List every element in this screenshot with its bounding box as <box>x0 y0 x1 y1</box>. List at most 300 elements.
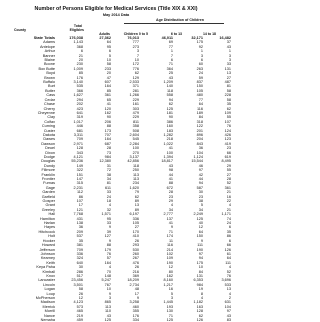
value-cell: 9 <box>136 295 139 300</box>
value-cell: 315 <box>76 181 83 186</box>
value-cell: 10 <box>134 58 139 63</box>
county-name-cell: Burt <box>48 84 55 89</box>
value-cell: 58 <box>78 287 83 292</box>
value-cell: 5 <box>200 203 203 208</box>
value-cell: 837 <box>196 80 203 85</box>
value-cell: 160 <box>166 124 173 129</box>
value-cell: 35 <box>226 102 231 107</box>
value-cell: 2 <box>228 295 231 300</box>
value-cell: 89 <box>134 199 139 204</box>
value-cell: 446 <box>76 124 83 129</box>
value-cell: 179 <box>104 247 111 252</box>
value-cell: 6 <box>170 58 173 63</box>
value-cell: 190 <box>196 247 203 252</box>
value-cell: 545 <box>132 137 139 142</box>
county-name-cell: Dawson <box>41 141 55 146</box>
value-cell: 3,501 <box>73 282 83 287</box>
value-cell: 76 <box>106 251 111 256</box>
value-cell: 619 <box>224 154 231 159</box>
value-cell: 216 <box>132 269 139 274</box>
value-cell: 102 <box>166 251 173 256</box>
value-cell: 55 <box>226 168 231 173</box>
value-cell: 361 <box>104 93 111 98</box>
county-name-cell: Cheyenne <box>37 110 55 115</box>
value-cell: 2,533 <box>129 80 139 85</box>
value-cell: 229 <box>132 115 139 120</box>
value-cell: 62 <box>168 102 173 107</box>
value-cell: 148 <box>104 273 111 278</box>
value-cell: 97 <box>198 251 203 256</box>
value-cell: 29 <box>168 199 173 204</box>
value-cell: 6,353 <box>193 278 203 283</box>
value-cell: 4 <box>200 295 203 300</box>
value-cell: 70 <box>106 269 111 274</box>
value-cell: 46 <box>198 163 203 168</box>
value-cell: 181 <box>166 110 173 115</box>
value-cell: 59 <box>198 75 203 80</box>
value-cell: 55,236 <box>71 159 83 164</box>
value-cell: 233 <box>104 66 111 71</box>
value-cell: 3,137 <box>129 154 139 159</box>
value-cell: 336 <box>76 251 83 256</box>
value-cell: 343 <box>76 150 83 155</box>
value-cell: 707 <box>104 132 111 137</box>
value-cell: 19 <box>198 287 203 292</box>
value-cell: 84 <box>198 115 203 120</box>
value-cell: 27 <box>226 75 231 80</box>
value-cell: 21 <box>226 207 231 212</box>
value-cell: 2,971 <box>73 141 83 146</box>
value-cell: 32,171 <box>191 36 203 40</box>
value-cell: 41 <box>168 221 173 226</box>
value-cell: 15,544 <box>191 159 203 164</box>
value-cell: 66 <box>226 150 231 155</box>
value-cell: 36 <box>78 225 83 230</box>
value-cell: 293 <box>132 243 139 248</box>
county-name-cell: Howard <box>41 243 55 248</box>
value-cell: 90 <box>106 115 111 120</box>
value-cell: 36 <box>198 146 203 151</box>
value-cell: 426 <box>224 132 231 137</box>
value-cell: 776 <box>132 66 139 71</box>
county-name-cell: Buffalo <box>43 80 55 85</box>
value-cell: 57 <box>106 256 111 261</box>
value-cell: 104 <box>196 150 203 155</box>
county-name-cell: Hayes <box>44 225 55 230</box>
value-cell: 6 <box>228 238 231 243</box>
county-name-cell: Antelope <box>40 44 55 49</box>
county-name-cell: Furnas <box>43 181 55 186</box>
value-cell: 419 <box>224 141 231 146</box>
value-cell: 9 <box>108 291 111 296</box>
county-name-cell: Frontier <box>41 177 55 181</box>
value-cell: 64 <box>226 256 231 261</box>
county-name-cell: Cedar <box>44 97 55 102</box>
county-name-cell: Chase <box>44 102 55 107</box>
value-cell: 6 <box>200 58 203 63</box>
value-cell: 34 <box>198 207 203 212</box>
value-cell: 5 <box>108 53 111 58</box>
value-cell: 100 <box>132 146 139 151</box>
value-cell: 24 <box>226 221 231 226</box>
value-cell: 229 <box>132 97 139 102</box>
value-cell: 640 <box>76 260 83 265</box>
value-cell: 113 <box>132 177 139 181</box>
value-cell: 29 <box>226 163 231 168</box>
value-cell: 111 <box>225 260 231 265</box>
value-cell: 517 <box>76 273 83 278</box>
value-cell: 1 <box>228 49 231 54</box>
value-cell: 672 <box>166 185 173 190</box>
county-name-cell: Madison <box>40 300 55 305</box>
value-cell: 355 <box>132 309 139 314</box>
value-cell: 361 <box>224 185 231 190</box>
value-cell: 10 <box>198 265 203 270</box>
value-cell: 23 <box>198 194 203 199</box>
county-name-cell: Harlan <box>43 221 55 226</box>
value-cell: 86 <box>226 234 231 239</box>
value-cell: 140 <box>166 84 173 89</box>
value-cell: 95 <box>106 44 111 49</box>
value-cell: 76 <box>226 124 231 129</box>
value-cell: 100 <box>166 150 173 155</box>
value-cell: 46,011 <box>161 36 173 40</box>
value-cell: 39 <box>106 229 111 234</box>
value-cell: 41 <box>168 146 173 151</box>
value-cell: 8 <box>200 291 203 296</box>
value-cell: 1,620 <box>129 185 139 190</box>
value-cell: 88 <box>106 124 111 129</box>
value-cell: 7 <box>170 53 173 58</box>
value-cell: 369 <box>132 273 139 278</box>
value-cell: 319 <box>76 115 83 120</box>
value-cell: 318 <box>196 119 203 124</box>
value-cell: 4 <box>170 203 173 208</box>
county-name-cell: Brown <box>44 75 55 80</box>
value-cell: 111 <box>197 243 203 248</box>
value-cell: 28 <box>226 177 231 181</box>
value-cell: 4 <box>108 265 111 270</box>
value-cell: 9 <box>170 225 173 230</box>
value-cell: 71 <box>168 313 173 318</box>
value-cell: 64 <box>198 229 203 234</box>
value-cell: 43 <box>168 75 173 80</box>
value-cell: 1,124 <box>193 154 203 159</box>
value-cell: 58 <box>226 97 231 102</box>
value-cell: 4 <box>228 203 231 208</box>
value-cell: 3,140 <box>73 80 83 85</box>
value-cell: 4 <box>108 203 111 208</box>
county-name-cell: Banner <box>42 53 55 58</box>
value-cell: 334 <box>132 318 139 322</box>
value-cell: 94 <box>198 256 203 261</box>
value-cell: 175 <box>196 260 203 265</box>
value-cell: 116 <box>196 106 203 111</box>
value-cell: 480 <box>196 93 203 98</box>
value-cell: 5 <box>170 291 173 296</box>
value-cell: 113 <box>104 304 111 309</box>
value-cell: 206 <box>104 119 111 124</box>
value-cell: 112 <box>76 190 83 195</box>
county-name-cell: Franklin <box>41 172 55 177</box>
value-cell: 1 <box>170 49 173 54</box>
value-cell: 174 <box>166 234 173 239</box>
value-cell: 43 <box>168 163 173 168</box>
value-cell: 3 <box>200 53 203 58</box>
value-cell: 18,209 <box>127 278 139 283</box>
value-cell: 6 <box>80 49 83 54</box>
eligibility-table-body <box>14 36 232 322</box>
value-cell: 17 <box>134 291 139 296</box>
value-cell: 150 <box>196 234 203 239</box>
value-cell: 303 <box>132 106 139 111</box>
value-cell: 218 <box>166 137 173 142</box>
value-cell: 104 <box>224 304 231 309</box>
county-name-cell: Hooker <box>42 238 55 243</box>
value-cell: 364 <box>166 66 173 71</box>
value-cell: 97 <box>198 168 203 173</box>
value-cell: 33 <box>226 62 231 67</box>
value-cell: 537 <box>76 234 83 239</box>
value-cell: 77 <box>168 44 173 49</box>
value-cell: 3,696 <box>221 278 231 283</box>
value-cell: 681 <box>76 128 83 133</box>
value-cell: 228 <box>224 93 231 98</box>
value-cell: 13 <box>226 71 231 76</box>
value-cell: 149 <box>76 163 83 168</box>
value-cell: 41 <box>168 177 173 181</box>
value-cell: 219 <box>76 313 83 318</box>
value-cell: 44 <box>198 177 203 181</box>
value-cell: 107 <box>224 119 231 124</box>
value-cell: 1,266 <box>129 93 139 98</box>
value-cell: 1 <box>200 49 203 54</box>
county-name-cell: Nemaha <box>40 318 55 322</box>
value-cell: 641 <box>76 110 83 115</box>
document-title: Number of Persons Eligible for Medical Services (Title XIX & XXI) <box>34 6 198 12</box>
value-cell: 131 <box>224 66 231 71</box>
value-cell: 109 <box>224 110 231 115</box>
value-cell: 128 <box>76 146 83 151</box>
header-age-6-13: 6 to 13 <box>170 31 182 36</box>
value-cell: 508 <box>132 128 139 133</box>
value-cell: 175 <box>196 40 203 45</box>
value-cell: 62 <box>226 106 231 111</box>
value-cell: 16 <box>226 194 231 199</box>
value-cell: 85 <box>78 71 83 76</box>
value-cell: 709 <box>76 247 83 252</box>
value-cell: 66 <box>226 243 231 248</box>
value-cell: 189 <box>196 110 203 115</box>
value-cell: 73 <box>106 150 111 155</box>
value-cell: 465 <box>76 309 83 314</box>
value-cell: 1,171 <box>221 212 231 217</box>
value-cell: 3 <box>170 295 173 300</box>
value-cell: 113 <box>132 172 139 177</box>
value-cell: 34 <box>106 177 111 181</box>
value-cell: 6 <box>228 225 231 230</box>
value-cell: 558 <box>166 93 173 98</box>
county-name-cell: Gosper <box>42 199 55 204</box>
value-cell: 13 <box>226 287 231 292</box>
value-cell: 30 <box>198 190 203 195</box>
value-cell: 190 <box>166 260 173 265</box>
value-cell: 64 <box>198 102 203 107</box>
county-name-cell: Dixon <box>45 150 55 155</box>
value-cell: 89 <box>134 207 139 212</box>
value-cell: 62 <box>198 313 203 318</box>
value-cell: 234 <box>132 181 139 186</box>
value-cell: 811 <box>132 119 139 124</box>
value-cell: 687 <box>104 141 111 146</box>
value-cell: 2,284 <box>129 141 139 146</box>
value-cell: 90 <box>168 115 173 120</box>
county-name-cell: Kimball <box>42 269 55 274</box>
value-cell: 172 <box>132 62 139 67</box>
county-name-cell: Fillmore <box>41 168 55 173</box>
value-cell: 61 <box>226 251 231 256</box>
county-name-cell: Dakota <box>42 132 55 137</box>
value-cell: 12 <box>168 265 173 270</box>
value-cell: 126 <box>196 318 203 322</box>
county-name-cell: Merrick <box>42 304 55 309</box>
county-name-cell: McPherson <box>35 295 55 300</box>
value-cell: 23,456 <box>71 278 83 283</box>
county-name-cell: Dundy <box>44 163 55 168</box>
value-cell: 44 <box>168 172 173 177</box>
value-cell: 105 <box>132 221 139 226</box>
value-cell: 26 <box>78 291 83 296</box>
value-cell: 81 <box>106 181 111 186</box>
value-cell: 204 <box>196 137 203 142</box>
value-cell: 18,817 <box>161 159 173 164</box>
value-cell: 267 <box>132 256 139 261</box>
value-cell: 24 <box>106 194 111 199</box>
county-name-cell: Keya Paha <box>36 265 55 270</box>
value-cell: 164 <box>104 260 111 265</box>
value-cell: 12 <box>198 225 203 230</box>
county-name-cell: State Totals <box>33 36 55 40</box>
value-cell: 16 <box>168 287 173 292</box>
value-cell: 286 <box>76 269 83 274</box>
value-cell: 3 <box>228 58 231 63</box>
value-cell: 431 <box>76 216 83 221</box>
value-cell: 22 <box>226 199 231 204</box>
county-name-cell: Dawes <box>43 137 55 142</box>
county-name-cell: Dodge <box>43 154 55 159</box>
value-cell: 865 <box>104 300 111 305</box>
value-cell: 71 <box>168 62 173 67</box>
value-cell: 21 <box>78 53 83 58</box>
value-cell: 80 <box>168 269 173 274</box>
value-cell: 709 <box>76 137 83 142</box>
value-cell: 984 <box>196 282 203 287</box>
county-name-cell: Cherry <box>43 106 55 111</box>
county-name-cell: Adams <box>43 40 55 45</box>
value-cell: 9 <box>200 238 203 243</box>
value-cell: 85 <box>106 88 111 93</box>
value-cell: 94 <box>198 181 203 186</box>
value-cell: 366 <box>76 88 83 93</box>
value-cell: 147 <box>76 177 83 181</box>
value-cell: 52 <box>226 181 231 186</box>
value-cell: 2,604 <box>129 132 139 137</box>
value-cell: 23 <box>226 146 231 151</box>
value-cell: 1,209 <box>163 80 173 85</box>
value-cell: 124 <box>224 128 231 133</box>
value-cell: 1,217 <box>163 282 173 287</box>
value-cell: 69 <box>168 40 173 45</box>
value-cell: 35 <box>226 229 231 234</box>
value-cell: 26 <box>134 238 139 243</box>
value-cell: 20 <box>78 58 83 63</box>
value-cell: 95 <box>106 216 111 221</box>
value-cell: 4,123 <box>73 300 83 305</box>
county-name-cell: Hall <box>48 212 55 217</box>
value-cell: 11 <box>169 238 173 243</box>
value-cell: 110 <box>104 309 111 314</box>
value-cell: 150 <box>196 84 203 89</box>
value-cell: 12,380 <box>99 159 111 164</box>
value-cell: 86 <box>78 194 83 199</box>
value-cell: 129 <box>132 75 139 80</box>
value-cell: 128 <box>196 309 203 314</box>
value-cell: 138 <box>76 221 83 226</box>
county-name-cell: Hitchcock <box>38 229 55 234</box>
value-cell: 26 <box>134 265 139 270</box>
value-cell: 130 <box>166 309 173 314</box>
value-cell: 72 <box>106 168 111 173</box>
value-cell: 273 <box>132 44 139 49</box>
value-cell: 1,394 <box>163 154 173 159</box>
value-cell: 8,160 <box>163 278 173 283</box>
value-cell: 24 <box>198 71 203 76</box>
value-cell: 3 <box>136 49 139 54</box>
value-cell: 2,734 <box>129 282 139 287</box>
value-cell: 64 <box>106 40 111 45</box>
county-name-cell: Kearney <box>40 256 55 261</box>
value-cell: 487 <box>224 80 231 85</box>
value-cell: 587 <box>196 185 203 190</box>
value-cell: 281 <box>132 88 139 93</box>
value-cell: 270 <box>132 150 139 155</box>
value-cell: 6,197 <box>129 212 139 217</box>
value-cell: 41 <box>106 102 111 107</box>
value-cell: 79 <box>134 190 139 195</box>
county-name-cell: Boyd <box>46 71 55 76</box>
value-cell: 109 <box>166 256 173 261</box>
value-cell: 43 <box>106 313 111 318</box>
value-cell: 324 <box>76 256 83 261</box>
value-cell: 423 <box>76 106 83 111</box>
value-cell: 2,777 <box>163 212 173 217</box>
value-cell: 62 <box>134 194 139 199</box>
value-cell: 1,282 <box>163 132 173 137</box>
value-cell: 10 <box>106 58 111 63</box>
value-cell: 4,121 <box>73 154 83 159</box>
value-cell: 843 <box>196 141 203 146</box>
value-cell: 336 <box>132 216 139 221</box>
value-cell: 214 <box>166 247 173 252</box>
value-cell: 20 <box>106 71 111 76</box>
value-cell: 43 <box>226 44 231 49</box>
value-cell: 4 <box>228 291 231 296</box>
value-cell: 126 <box>224 247 231 252</box>
value-cell: 984 <box>104 154 111 159</box>
county-name-cell: Garden <box>42 190 55 195</box>
value-cell: 201 <box>196 128 203 133</box>
value-cell: 250 <box>132 168 139 173</box>
